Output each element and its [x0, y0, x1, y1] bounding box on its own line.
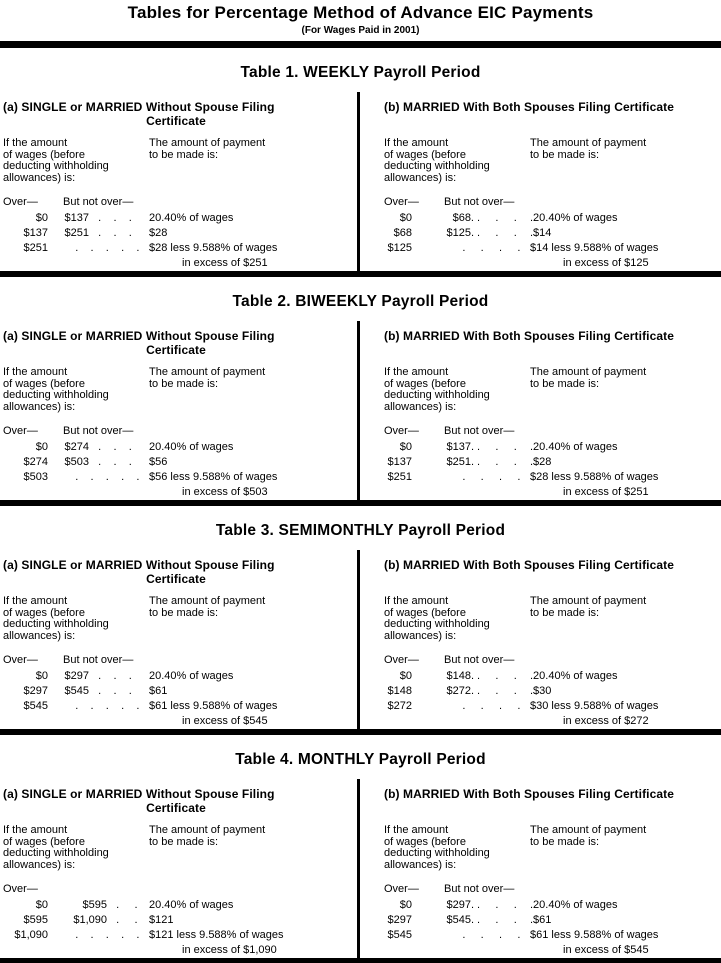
wage-row — [384, 913, 716, 928]
panel-a-heading-line2: Certificate — [146, 343, 206, 357]
panel-a-heading — [3, 100, 349, 128]
but-not-over-label: But not over— — [63, 654, 134, 666]
wages-label-line: deducting withholding — [384, 389, 490, 401]
table-1-weekly-section — [0, 48, 721, 277]
dot-leader: . . . . — [444, 700, 521, 712]
payment-amount: $61 less 9.588% of wages — [149, 700, 278, 712]
but-not-over-cell — [63, 699, 149, 714]
dot-leader: . . . — [474, 899, 517, 911]
but-not-over-amount: $125. — [446, 227, 474, 239]
but-not-over-cell — [444, 699, 530, 714]
table-1-title: Table 1. WEEKLY Payroll Period — [240, 64, 481, 81]
wage-rows — [384, 669, 716, 729]
table-1-panel-b — [360, 92, 718, 271]
panel-a-heading-line1: (a) SINGLE or MARRIED Without Spouse Filing — [3, 558, 275, 572]
wage-row — [384, 455, 716, 470]
wages-label-line: of wages (before — [384, 377, 466, 390]
panel-a-heading-line1: (a) SINGLE or MARRIED Without Spouse Filing — [3, 329, 275, 343]
wages-label-line: If the amount — [384, 824, 449, 836]
payment-amount-label — [149, 825, 349, 871]
table-1-content — [0, 92, 721, 271]
over-amount: $503 — [23, 471, 48, 483]
dot-leader: . . . — [89, 685, 132, 697]
wages-condition-label — [3, 367, 149, 413]
payment-amount-label — [149, 138, 349, 184]
payment-amount: $56 — [149, 456, 168, 468]
wage-row — [384, 669, 716, 684]
wage-row — [3, 699, 349, 714]
but-not-over-cell — [63, 913, 149, 928]
payment-label-line: to be made is: — [530, 148, 600, 161]
wages-label-line: If the amount — [384, 137, 449, 149]
wage-row — [3, 440, 349, 455]
payment-label-line: to be made is: — [530, 835, 600, 848]
dot-leader: . . . . — [444, 471, 521, 483]
but-not-over-cell — [63, 226, 149, 241]
dot-leader: . . . — [89, 227, 132, 239]
but-not-over-amount: $68. — [452, 212, 474, 224]
but-not-over-amount: $137. — [446, 441, 474, 453]
payment-amount: .20.40% of wages — [530, 670, 618, 682]
payment-amount: .$14 — [530, 227, 552, 239]
column-headers — [384, 367, 716, 413]
over-label: Over— — [3, 425, 38, 437]
wages-label-line: of wages (before — [3, 606, 85, 619]
over-amount: $68 — [393, 227, 412, 239]
wages-label-line: of wages (before — [3, 148, 85, 161]
column-headers — [384, 596, 716, 642]
wages-condition-label — [384, 138, 530, 184]
dot-leader: . . . . — [444, 929, 521, 941]
payment-amount-label — [530, 367, 716, 413]
wage-row — [3, 241, 349, 256]
table-3-title: Table 3. SEMIMONTHLY Payroll Period — [215, 522, 506, 539]
wages-label-line: deducting withholding — [384, 160, 490, 172]
table-3-content — [0, 550, 721, 729]
but-not-over-cell — [444, 455, 530, 470]
wages-label-line: of wages (before — [384, 835, 466, 848]
over-amount: $297 — [23, 685, 48, 697]
payment-amount: 20.40% of wages — [149, 441, 234, 453]
but-not-over-label: But not over— — [444, 425, 515, 437]
but-not-over-cell — [63, 669, 149, 684]
horizontal-rule — [0, 958, 721, 963]
wages-label-line: deducting withholding — [3, 389, 109, 401]
payment-amount: $121 less 9.588% of wages — [149, 929, 284, 941]
payment-amount-label — [149, 367, 349, 413]
over-amount: $0 — [399, 899, 412, 911]
over-amount: $251 — [387, 471, 412, 483]
wages-label-line: deducting withholding — [3, 160, 109, 172]
over-label: Over— — [3, 196, 38, 208]
payment-amount: $28 less 9.588% of wages — [149, 242, 278, 254]
dot-leader: . . . . — [444, 242, 521, 254]
payment-continuation: in excess of $545 — [182, 715, 268, 727]
table-3-semimonthly-section — [0, 506, 721, 735]
document-subtitle: (For Wages Paid in 2001) — [301, 25, 420, 36]
payment-amount: .$28 — [530, 456, 552, 468]
but-not-over-cell — [444, 470, 530, 485]
wages-condition-label — [3, 138, 149, 184]
payment-continuation: in excess of $251 — [563, 486, 649, 498]
wages-label-line: If the amount — [384, 595, 449, 607]
but-not-over-amount: $251 — [64, 227, 89, 239]
over-amount: $595 — [23, 914, 48, 926]
dot-leader: . . . . . — [63, 929, 140, 941]
wages-label-line: deducting withholding — [384, 847, 490, 859]
but-not-over-cell — [444, 211, 530, 226]
table-2-panel-b — [360, 321, 718, 500]
dot-leader: . . . — [474, 441, 517, 453]
payment-amount: 20.40% of wages — [149, 670, 234, 682]
but-not-over-amount: $297 — [64, 670, 89, 682]
payment-continuation: in excess of $125 — [563, 257, 649, 269]
panel-b-heading: (b) MARRIED With Both Spouses Filing Certificate — [384, 100, 675, 114]
table-1-panel-a — [0, 92, 360, 271]
payment-amount: $61 less 9.588% of wages — [530, 929, 659, 941]
but-not-over-cell — [63, 928, 149, 943]
payment-amount: .20.40% of wages — [530, 899, 618, 911]
wage-row — [3, 928, 349, 943]
but-not-over-cell — [444, 440, 530, 455]
wage-row — [3, 898, 349, 913]
dot-leader: . . . . . — [63, 700, 140, 712]
payment-amount: .20.40% of wages — [530, 441, 618, 453]
but-not-over-amount: $148. — [446, 670, 474, 682]
horizontal-rule — [0, 41, 721, 48]
table-4-panel-a — [0, 779, 360, 958]
wage-row — [384, 699, 716, 714]
over-amount: $0 — [399, 441, 412, 453]
wages-label-line: If the amount — [3, 595, 68, 607]
but-not-over-cell — [444, 913, 530, 928]
dot-leader: . . . — [89, 212, 132, 224]
wage-rows — [384, 440, 716, 500]
payment-amount: $14 less 9.588% of wages — [530, 242, 659, 254]
range-header-row — [3, 197, 349, 208]
wages-label-line: deducting withholding — [384, 618, 490, 630]
wages-label-line: allowances) is: — [384, 400, 457, 413]
over-label: Over— — [384, 883, 419, 895]
payment-amount: $30 less 9.588% of wages — [530, 700, 659, 712]
table-3-panel-a — [0, 550, 360, 729]
over-amount: $148 — [387, 685, 412, 697]
panel-b-heading: (b) MARRIED With Both Spouses Filing Certificate — [384, 558, 675, 572]
wages-label-line: allowances) is: — [384, 858, 457, 871]
dot-leader: . . . — [474, 670, 517, 682]
wages-label-line: deducting withholding — [3, 618, 109, 630]
document-title: Tables for Percentage Method of Advance EIC Payments — [127, 3, 594, 22]
payment-continuation: in excess of $272 — [563, 715, 649, 727]
over-amount: $545 — [23, 700, 48, 712]
but-not-over-label: But not over— — [63, 196, 134, 208]
dot-leader: . . . — [474, 685, 517, 697]
payment-label-line: to be made is: — [149, 148, 219, 161]
over-amount: $297 — [387, 914, 412, 926]
but-not-over-amount: $274 — [64, 441, 89, 453]
wage-row — [3, 211, 349, 226]
dot-leader: . . . . . — [63, 471, 140, 483]
wages-label-line: allowances) is: — [384, 629, 457, 642]
payment-label-line: to be made is: — [149, 377, 219, 390]
wages-label-line: allowances) is: — [384, 171, 457, 184]
wages-label-line: of wages (before — [3, 377, 85, 390]
payment-continuation: in excess of $251 — [182, 257, 268, 269]
dot-leader: . . . — [474, 914, 517, 926]
dot-leader: . . . . . — [63, 242, 140, 254]
range-header-row — [3, 884, 349, 895]
but-not-over-label: But not over— — [444, 654, 515, 666]
table-2-content — [0, 321, 721, 500]
but-not-over-cell — [444, 226, 530, 241]
wages-label-line: If the amount — [3, 137, 68, 149]
payment-amount: $121 — [149, 914, 174, 926]
panel-a-heading — [3, 558, 349, 586]
dot-leader: . . . — [89, 670, 132, 682]
but-not-over-cell — [63, 211, 149, 226]
but-not-over-cell — [63, 440, 149, 455]
table-3-panel-b — [360, 550, 718, 729]
wage-row — [3, 470, 349, 485]
payment-label-line: to be made is: — [149, 835, 219, 848]
payment-amount: .$61 — [530, 914, 552, 926]
column-headers — [384, 825, 716, 871]
wage-row — [3, 669, 349, 684]
range-header-row — [384, 426, 716, 437]
column-headers — [384, 138, 716, 184]
column-headers — [3, 596, 349, 642]
but-not-over-amount: $545 — [64, 685, 89, 697]
wages-label-line: of wages (before — [3, 835, 85, 848]
over-amount: $272 — [387, 700, 412, 712]
range-header-row — [384, 197, 716, 208]
wages-label-line: of wages (before — [384, 148, 466, 161]
payment-amount: $28 — [149, 227, 168, 239]
wages-label-line: allowances) is: — [3, 400, 76, 413]
wage-rows — [3, 898, 349, 958]
payment-label-line: to be made is: — [530, 377, 600, 390]
wages-label-line: If the amount — [384, 366, 449, 378]
dot-leader: . . . — [89, 441, 132, 453]
but-not-over-amount: $137 — [64, 212, 89, 224]
but-not-over-amount: $1,090 — [73, 914, 107, 926]
payment-amount-label — [530, 138, 716, 184]
wage-rows — [3, 669, 349, 729]
range-header-row — [384, 884, 716, 895]
payment-amount-label — [530, 596, 716, 642]
payment-label-line: The amount of payment — [530, 137, 647, 149]
range-header-row — [384, 655, 716, 666]
wages-condition-label — [3, 825, 149, 871]
table-4-title: Table 4. MONTHLY Payroll Period — [235, 751, 486, 768]
but-not-over-amount: $297. — [446, 899, 474, 911]
but-not-over-label: But not over— — [444, 196, 515, 208]
over-amount: $0 — [399, 212, 412, 224]
over-amount: $0 — [35, 899, 48, 911]
column-headers — [3, 825, 349, 871]
wages-label-line: If the amount — [3, 824, 68, 836]
wage-row — [384, 470, 716, 485]
over-label: Over— — [384, 425, 419, 437]
but-not-over-cell — [63, 455, 149, 470]
panel-a-heading — [3, 787, 349, 815]
dot-leader: . . — [107, 899, 138, 911]
wages-label-line: allowances) is: — [3, 171, 76, 184]
payment-amount: $56 less 9.588% of wages — [149, 471, 278, 483]
over-amount: $274 — [23, 456, 48, 468]
but-not-over-cell — [444, 241, 530, 256]
over-label: Over— — [384, 654, 419, 666]
wage-row — [3, 684, 349, 699]
payment-amount: $61 — [149, 685, 168, 697]
dot-leader: . . . — [474, 456, 517, 468]
wage-row — [384, 226, 716, 241]
wage-rows — [384, 898, 716, 958]
but-not-over-cell — [444, 928, 530, 943]
over-amount: $125 — [387, 242, 412, 254]
but-not-over-cell — [444, 898, 530, 913]
payment-label-line: The amount of payment — [530, 595, 647, 607]
but-not-over-amount: $272. — [446, 685, 474, 697]
over-amount: $0 — [35, 212, 48, 224]
panel-a-heading-line2: Certificate — [146, 114, 206, 128]
payment-label-line: The amount of payment — [149, 137, 266, 149]
table-4-monthly-section — [0, 735, 721, 963]
payment-label-line: The amount of payment — [149, 824, 266, 836]
table-4-panel-b — [360, 779, 718, 958]
payment-amount-label — [530, 825, 716, 871]
payment-label-line: The amount of payment — [149, 595, 266, 607]
dot-leader: . . . — [89, 456, 132, 468]
wage-rows — [384, 211, 716, 271]
over-label: Over— — [3, 654, 38, 666]
payment-label-line: The amount of payment — [530, 366, 647, 378]
column-headers — [3, 367, 349, 413]
but-not-over-label: But not over— — [444, 883, 515, 895]
column-headers — [3, 138, 349, 184]
but-not-over-amount: $595 — [82, 899, 107, 911]
panel-a-heading-line2: Certificate — [146, 572, 206, 586]
wages-label-line: of wages (before — [384, 606, 466, 619]
but-not-over-cell — [444, 684, 530, 699]
wages-condition-label — [3, 596, 149, 642]
but-not-over-amount: $503 — [64, 456, 89, 468]
payment-continuation: in excess of $545 — [563, 944, 649, 956]
wages-condition-label — [384, 367, 530, 413]
wages-condition-label — [384, 825, 530, 871]
wage-rows — [3, 440, 349, 500]
over-label: Over— — [384, 196, 419, 208]
panel-a-heading-line2: Certificate — [146, 801, 206, 815]
payment-label-line: to be made is: — [149, 606, 219, 619]
panel-a-heading-line1: (a) SINGLE or MARRIED Without Spouse Filing — [3, 100, 275, 114]
wage-row — [384, 928, 716, 943]
but-not-over-cell — [63, 684, 149, 699]
table-2-biweekly-section — [0, 277, 721, 506]
wage-rows — [3, 211, 349, 271]
but-not-over-cell — [63, 470, 149, 485]
over-amount: $1,090 — [14, 929, 48, 941]
over-amount: $0 — [35, 670, 48, 682]
wage-row — [3, 913, 349, 928]
payment-amount: 20.40% of wages — [149, 212, 234, 224]
payment-amount: .$30 — [530, 685, 552, 697]
payment-amount: .20.40% of wages — [530, 212, 618, 224]
payment-label-line: The amount of payment — [530, 824, 647, 836]
wage-row — [384, 898, 716, 913]
range-header-row — [3, 426, 349, 437]
panel-a-heading-line1: (a) SINGLE or MARRIED Without Spouse Filing — [3, 787, 275, 801]
but-not-over-amount: $545. — [446, 914, 474, 926]
dot-leader: . . . — [474, 227, 517, 239]
wages-label-line: deducting withholding — [3, 847, 109, 859]
payment-amount: $28 less 9.588% of wages — [530, 471, 659, 483]
over-amount: $251 — [23, 242, 48, 254]
dot-leader: . . — [107, 914, 138, 926]
wage-row — [384, 440, 716, 455]
table-4-content — [0, 779, 721, 958]
payment-amount: 20.40% of wages — [149, 899, 234, 911]
but-not-over-label: But not over— — [63, 425, 134, 437]
payment-amount-label — [149, 596, 349, 642]
panel-b-heading: (b) MARRIED With Both Spouses Filing Certificate — [384, 329, 675, 343]
wages-label-line: If the amount — [3, 366, 68, 378]
over-amount: $137 — [23, 227, 48, 239]
over-amount: $545 — [387, 929, 412, 941]
range-header-row — [3, 655, 349, 666]
over-amount: $137 — [387, 456, 412, 468]
wages-label-line: allowances) is: — [3, 858, 76, 871]
but-not-over-cell — [63, 898, 149, 913]
but-not-over-amount: $251. — [446, 456, 474, 468]
wage-row — [384, 684, 716, 699]
but-not-over-cell — [444, 669, 530, 684]
payment-continuation: in excess of $1,090 — [182, 944, 277, 956]
but-not-over-cell — [63, 241, 149, 256]
payment-label-line: The amount of payment — [149, 366, 266, 378]
over-label: Over— — [3, 883, 38, 895]
table-2-title: Table 2. BIWEEKLY Payroll Period — [232, 293, 489, 310]
wage-row — [384, 211, 716, 226]
dot-leader: . . . — [474, 212, 517, 224]
wage-row — [384, 241, 716, 256]
over-amount: $0 — [35, 441, 48, 453]
wages-condition-label — [384, 596, 530, 642]
over-amount: $0 — [399, 670, 412, 682]
wage-row — [3, 226, 349, 241]
payment-continuation: in excess of $503 — [182, 486, 268, 498]
payment-label-line: to be made is: — [530, 606, 600, 619]
panel-a-heading — [3, 329, 349, 357]
wages-label-line: allowances) is: — [3, 629, 76, 642]
panel-b-heading: (b) MARRIED With Both Spouses Filing Certificate — [384, 787, 675, 801]
table-2-panel-a — [0, 321, 360, 500]
wage-row — [3, 455, 349, 470]
